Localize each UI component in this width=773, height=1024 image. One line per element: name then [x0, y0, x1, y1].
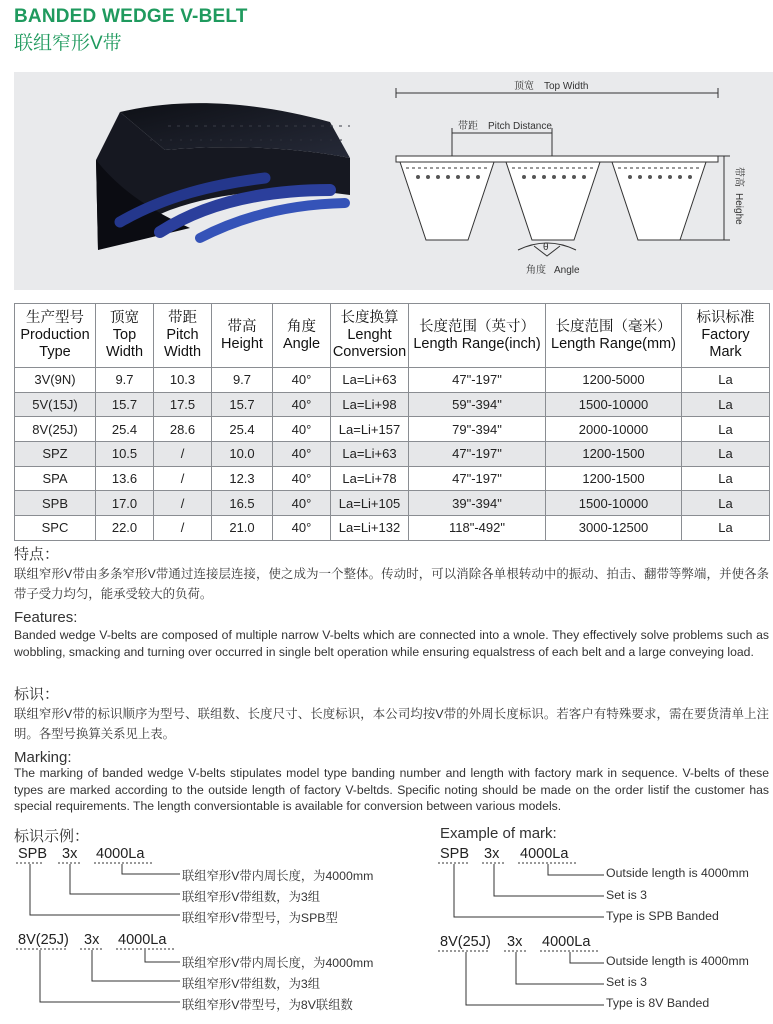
cell-conversion: La=Li+78 — [331, 466, 409, 491]
cell-pitch-width: / — [154, 491, 212, 516]
cell-pitch-width: 17.5 — [154, 392, 212, 417]
cell-pitch-width: / — [154, 466, 212, 491]
example-cn-1-desc-type: 联组窄形V带型号，为SPB型 — [182, 911, 338, 925]
example-en-2-count: 3x — [507, 934, 523, 950]
cell-pitch-width: / — [154, 442, 212, 467]
cell-top-width: 25.4 — [96, 417, 154, 442]
example-en-1-count: 3x — [484, 846, 500, 862]
cell-range-inch: 59"-394" — [409, 392, 546, 417]
cell-angle: 40° — [273, 392, 331, 417]
col-header: 带高 Height — [212, 304, 273, 368]
cell-pitch-width: / — [154, 516, 212, 541]
cell-height: 10.0 — [212, 442, 273, 467]
example-en-1-length: 4000La — [520, 846, 569, 862]
cell-mark: La — [682, 442, 770, 467]
example-en-1-type: SPB — [440, 846, 470, 862]
cell-top-width: 15.7 — [96, 392, 154, 417]
example-heading-cn: 标识示例： — [14, 828, 90, 845]
example-heading-en: Example of mark: — [440, 825, 557, 842]
example-cn-1-length: 4000La — [96, 846, 145, 862]
cell-range-mm: 1500-10000 — [546, 392, 682, 417]
example-cn-2-desc-type: 联组窄形V带型号，为8V联组数 — [182, 998, 353, 1012]
cell-mark: La — [682, 392, 770, 417]
cell-top-width: 10.5 — [96, 442, 154, 467]
cell-top-width: 22.0 — [96, 516, 154, 541]
cell-range-inch: 47"-197" — [409, 368, 546, 393]
example-en-1-desc-set: Set is 3 — [606, 888, 648, 902]
col-header: 顶宽 Top Width — [96, 304, 154, 368]
features-text-cn: 联组窄形V带由多条窄形V带通过连接层连接，使之成为一个整体。传动时，可以消除各单根转动中的振动、拍击、翻带等弊端，并使各条带子受力均匀，能承受较大的负荷。 — [14, 567, 769, 601]
cell-height: 21.0 — [212, 516, 273, 541]
height-label-cn: 带高 — [733, 167, 744, 187]
cell-type: SPA — [15, 466, 96, 491]
example-en-2-length: 4000La — [542, 934, 591, 950]
cell-range-mm: 1200-5000 — [546, 368, 682, 393]
cell-type: 5V(15J) — [15, 392, 96, 417]
example-en-1-desc-type: Type is SPB Banded — [606, 909, 719, 923]
col-header: 角度 Angle — [273, 304, 331, 368]
cell-height: 15.7 — [212, 392, 273, 417]
top-width-label-en: Top Width — [544, 81, 589, 92]
cell-range-inch: 118"-492" — [409, 516, 546, 541]
cell-range-mm: 1500-10000 — [546, 491, 682, 516]
example-cn-2-length: 4000La — [118, 932, 167, 948]
col-header: 生产型号 Production Type — [15, 304, 96, 368]
cell-top-width: 9.7 — [96, 368, 154, 393]
cell-mark: La — [682, 466, 770, 491]
cell-range-mm: 2000-10000 — [546, 417, 682, 442]
col-header: 长度换算 Lenght Conversion — [331, 304, 409, 368]
cell-height: 9.7 — [212, 368, 273, 393]
cell-top-width: 17.0 — [96, 491, 154, 516]
example-cn-2-count: 3x — [84, 932, 100, 948]
cell-pitch-width: 10.3 — [154, 368, 212, 393]
cell-height: 12.3 — [212, 466, 273, 491]
marking-text-en: The marking of banded wedge V-belts stipulates model type banding number and length with factory mark in sequence. V-belts of these types are marked according to the outside length of factory V-beltds. Specific noting should be made on the order listif the customer has special requirements. The length conversiontable is available for conversion between various models. — [14, 766, 769, 813]
example-cn-1-count: 3x — [62, 846, 78, 862]
cell-mark: La — [682, 491, 770, 516]
cell-angle: 40° — [273, 442, 331, 467]
cell-range-mm: 1200-1500 — [546, 466, 682, 491]
angle-label-en: Angle — [554, 265, 580, 276]
cell-height: 16.5 — [212, 491, 273, 516]
pitch-distance-label-en: Pitch Distance — [488, 121, 552, 132]
col-header: 标识标准 Factory Mark — [682, 304, 770, 368]
cell-angle: 40° — [273, 368, 331, 393]
example-cn-1-type: SPB — [18, 846, 48, 862]
angle-label-cn: 角度 — [526, 265, 546, 276]
page-title-en: BANDED WEDGE V-BELT — [14, 6, 248, 27]
features-heading-en: Features: — [14, 609, 78, 626]
cell-conversion: La=Li+132 — [331, 516, 409, 541]
col-header: 长度范围（毫米） Length Range(mm) — [546, 304, 682, 368]
cell-pitch-width: 28.6 — [154, 417, 212, 442]
cell-height: 25.4 — [212, 417, 273, 442]
features-heading-cn: 特点： — [14, 546, 60, 563]
cell-conversion: La=Li+157 — [331, 417, 409, 442]
example-cn-1-desc-set: 联组窄形V带组数，为3组 — [182, 890, 321, 904]
cell-range-mm: 3000-12500 — [546, 516, 682, 541]
example-en-1-desc-length: Outside length is 4000mm — [606, 866, 749, 880]
cell-type: SPC — [15, 516, 96, 541]
cell-mark: La — [682, 516, 770, 541]
marking-heading-cn: 标识： — [14, 686, 60, 703]
height-label-en: Heighe — [733, 193, 744, 225]
cell-angle: 40° — [273, 516, 331, 541]
marking-heading-en: Marking: — [14, 749, 72, 766]
cell-range-mm: 1200-1500 — [546, 442, 682, 467]
features-text-en: Banded wedge V-belts are composed of multiple narrow V-belts which are connected into a wnole. They effectively solve problems such as wobbling, smacking and turning over occurred in single belt operation while ensuring equalstress of each belt and a large conveying load. — [14, 628, 769, 659]
marking-text-cn: 联组窄形V带的标识顺序为型号、联组数、长度尺寸、长度标识，本公司均按V带的外周长度标识。若客户有特殊要求，需在要货清单上注明。各型号换算关系见上表。 — [14, 707, 769, 741]
example-en-2-desc-type: Type is 8V Banded — [606, 996, 710, 1010]
example-cn-2-desc-length: 联组窄形V带内周长度，为4000mm — [182, 956, 374, 970]
cell-conversion: La=Li+63 — [331, 368, 409, 393]
cell-mark: La — [682, 368, 770, 393]
cell-top-width: 13.6 — [96, 466, 154, 491]
page-title-cn: 联组窄形V带 — [14, 33, 122, 54]
cell-conversion: La=Li+105 — [331, 491, 409, 516]
cell-type: 3V(9N) — [15, 368, 96, 393]
cell-range-inch: 79"-394" — [409, 417, 546, 442]
cell-type: SPB — [15, 491, 96, 516]
col-header: 带距 Pitch Width — [154, 304, 212, 368]
cell-range-inch: 39"-394" — [409, 491, 546, 516]
col-header: 长度范围（英寸） Length Range(inch) — [409, 304, 546, 368]
cell-range-inch: 47"-197" — [409, 466, 546, 491]
example-cn-2-desc-set: 联组窄形V带组数，为3组 — [182, 977, 321, 991]
pitch-distance-label-cn: 带距 — [458, 121, 478, 132]
example-en-2-desc-set: Set is 3 — [606, 975, 648, 989]
cell-conversion: La=Li+98 — [331, 392, 409, 417]
cell-angle: 40° — [273, 466, 331, 491]
cell-range-inch: 47"-197" — [409, 442, 546, 467]
example-en-2-desc-length: Outside length is 4000mm — [606, 954, 749, 968]
example-en-2-type: 8V(25J) — [440, 934, 491, 950]
angle-symbol: θ — [543, 242, 549, 253]
cell-conversion: La=Li+63 — [331, 442, 409, 467]
cell-type: 8V(25J) — [15, 417, 96, 442]
example-cn-2-type: 8V(25J) — [18, 932, 69, 948]
top-width-label-cn: 顶宽 — [514, 81, 534, 92]
cell-angle: 40° — [273, 491, 331, 516]
cell-type: SPZ — [15, 442, 96, 467]
cell-angle: 40° — [273, 417, 331, 442]
cell-mark: La — [682, 417, 770, 442]
example-cn-1-desc-length: 联组窄形V带内周长度，为4000mm — [182, 869, 374, 883]
